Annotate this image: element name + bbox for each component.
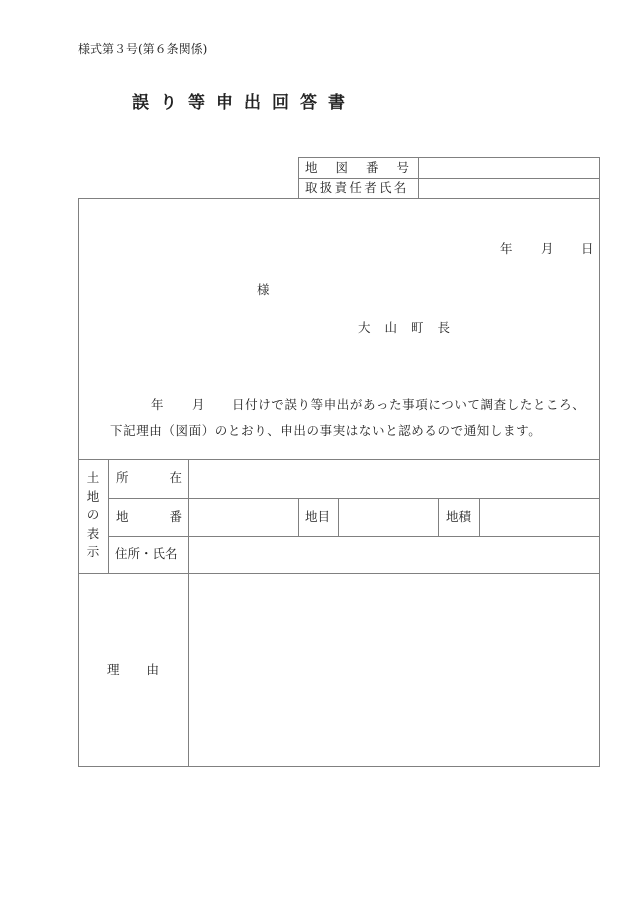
divider xyxy=(78,198,79,766)
divider xyxy=(188,459,189,766)
location-label: 所 在 xyxy=(116,470,182,485)
land-area-field[interactable] xyxy=(483,511,596,525)
divider xyxy=(78,198,599,199)
address-name-label: 住所・氏名 xyxy=(115,546,178,561)
divider xyxy=(438,498,439,536)
issuer: 大 山 町 長 xyxy=(358,320,450,335)
map-number-label: 地 図 番 号 xyxy=(305,160,409,175)
divider xyxy=(108,459,109,573)
land-category-label: 地目 xyxy=(305,509,331,524)
divider xyxy=(298,498,299,536)
body-year: 年 xyxy=(151,397,164,412)
lot-number-label: 地 番 xyxy=(116,509,182,524)
land-area-label: 地積 xyxy=(446,509,472,524)
divider xyxy=(108,498,599,499)
divider xyxy=(298,178,599,179)
date-month: 月 xyxy=(541,241,554,256)
body-month: 月 xyxy=(192,397,205,412)
date-year: 年 xyxy=(500,241,513,256)
date-day: 日 xyxy=(581,241,594,256)
address-name-field[interactable] xyxy=(192,548,596,562)
body-line1: 日付けで誤り等申出があった事項について調査したところ、 xyxy=(232,397,586,412)
form-reference: 様式第３号(第６条関係) xyxy=(78,42,208,56)
divider xyxy=(78,459,599,460)
handler-name-label: 取扱責任者氏名 xyxy=(305,180,409,195)
handler-name-field[interactable] xyxy=(422,182,596,196)
land-category-field[interactable] xyxy=(342,511,436,525)
divider xyxy=(298,157,599,158)
divider xyxy=(298,157,299,198)
map-number-field[interactable] xyxy=(422,162,596,176)
divider xyxy=(78,573,599,574)
document-title: 誤り等申出回答書 xyxy=(132,93,356,113)
divider xyxy=(108,536,599,537)
addressee-suffix: 様 xyxy=(257,282,270,297)
divider xyxy=(599,157,600,766)
divider xyxy=(418,157,419,198)
divider xyxy=(338,498,339,536)
reason-field[interactable] xyxy=(192,578,596,762)
body-line2: 下記理由（図面）のとおり、申出の事実はないと認めるので通知します。 xyxy=(110,423,542,438)
lot-number-field[interactable] xyxy=(192,511,296,525)
divider xyxy=(479,498,480,536)
reason-label: 理 由 xyxy=(107,662,159,677)
location-field[interactable] xyxy=(192,472,596,486)
land-display-label: 土 地 の 表 示 xyxy=(86,470,100,559)
divider xyxy=(78,766,600,767)
